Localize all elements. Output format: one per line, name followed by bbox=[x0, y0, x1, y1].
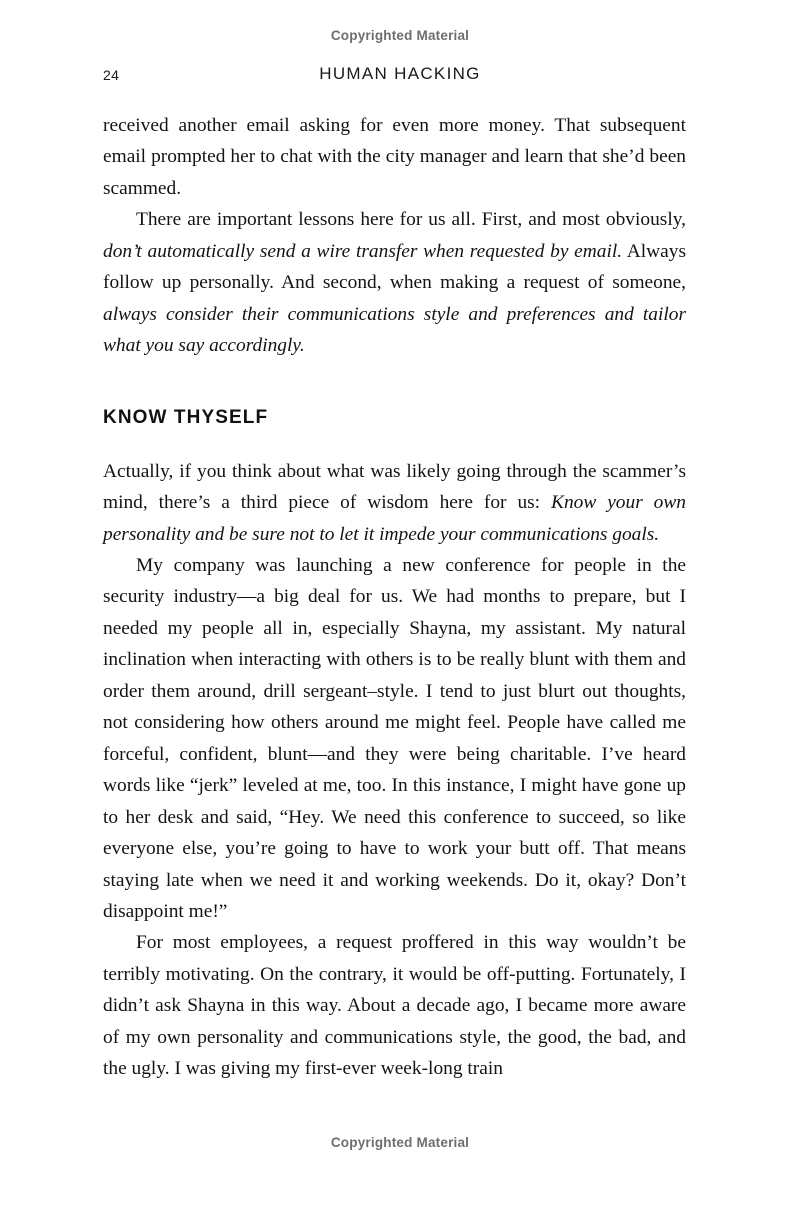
paragraph-lessons-text-b: Always follow up personally. And second, when making a request of someone, bbox=[103, 240, 686, 294]
heading-spacer-top bbox=[103, 362, 686, 406]
body-text-block bbox=[103, 110, 686, 1085]
watermark-top: Copyrighted Material bbox=[330, 28, 470, 43]
paragraph-actually-text: Actually, if you think about what was likely going through the scammer’s mind, there’s a third piece of wisdom here for us: bbox=[103, 460, 686, 514]
paragraph-lessons-text-a: There are important lessons here for us all. First, and most obviously, bbox=[136, 209, 686, 231]
paragraph-actually bbox=[103, 456, 686, 550]
page-number: 24 bbox=[103, 67, 120, 83]
paragraph-lessons bbox=[103, 204, 686, 361]
paragraph-for-most-employees: For most employees, a request proffered in this way wouldn’t be terribly motivating. On the contrary, it would be off-putting. Fortunately, I didn’t ask Shayna in this way. About a decade ago, I became more aware of my own personality and communications style, the good, the bad, and the ugly. I was giving my first-ever week-long train bbox=[103, 932, 686, 1080]
emphasis-communications-style: always consider their communications style and preferences and tailor what you say accordingly. bbox=[103, 303, 686, 357]
watermark-bottom: Copyrighted Material bbox=[330, 1135, 470, 1150]
section-heading-know-thyself: KNOW THYSELF bbox=[103, 406, 269, 428]
running-head-row bbox=[0, 64, 800, 88]
paragraph-my-company: My company was launching a new conference for people in the security industry—a big deal for us. We had months to prepare, but I needed my people all in, especially Shayna, my assistant. My natural inclination when interacting with others is to be really blunt with them and order them around, drill sergeant–style. I tend to just blurt out thoughts, not considering how others around me might feel. People have called me forceful, confident, blunt—and they were being charitable. I’ve heard words like “jerk” leveled at me, too. In this instance, I might have gone up to her desk and said, “Hey. We need this conference to succeed, so like everyone else, you’re going to have to work your butt off. That means staying late when we need it and working weekends. Do it, okay? Don’t disappoint me!” bbox=[103, 554, 686, 922]
running-head-title: HUMAN HACKING bbox=[319, 64, 481, 83]
emphasis-know-your-own-personality: Know your own personality and be sure not to let it impede your communications goals. bbox=[103, 492, 687, 545]
paragraph-continuation: received another email asking for even more money. That subsequent email prompted her to chat with the city manager and learn that she’d been scammed. bbox=[103, 115, 686, 199]
emphasis-wire-transfer: don’t automatically send a wire transfer when requested by email. bbox=[103, 240, 623, 262]
heading-spacer-bottom bbox=[103, 430, 686, 456]
